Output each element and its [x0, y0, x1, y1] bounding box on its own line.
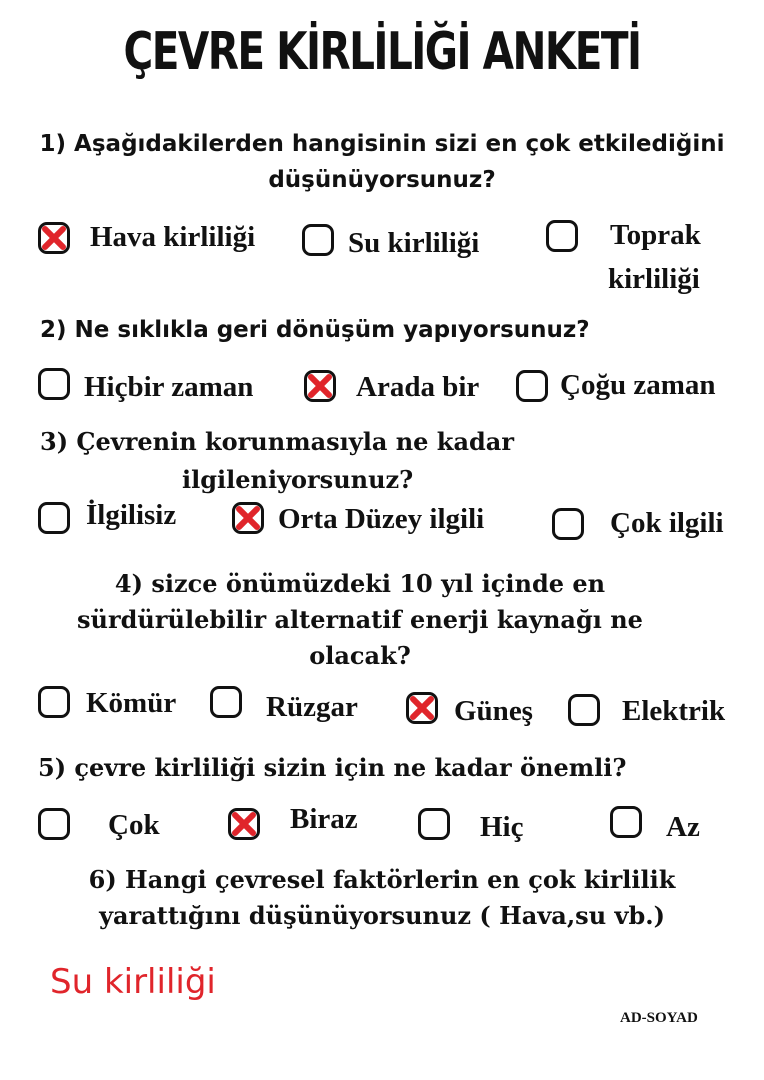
x-mark-icon	[406, 692, 438, 724]
q2-option-3-checkbox[interactable]	[516, 370, 548, 402]
q5-option-1-checkbox[interactable]	[38, 808, 70, 840]
question-6-line-2: yarattığını düşünüyorsunuz ( Hava,su vb.)	[99, 901, 665, 930]
q2-option-1-label: Hiçbir zaman	[84, 371, 254, 403]
q4-option-3-label: Güneş	[454, 695, 533, 727]
question-2-text: 2) Ne sıklıkla geri dönüşüm yapıyorsunuz?	[40, 317, 590, 343]
question-3-line-2: ilgileniyorsunuz?	[182, 465, 414, 494]
q4-option-4-checkbox[interactable]	[568, 694, 600, 726]
q4-option-2-label: Rüzgar	[266, 691, 358, 723]
page-title: ÇEVRE KİRLİLİĞİ ANKETİ	[123, 22, 641, 82]
question-3-line-1: 3) Çevrenin korunmasıyla ne kadar	[40, 427, 514, 456]
name-surname-label: AD-SOYAD	[620, 1010, 698, 1026]
q2-option-2-label: Arada bir	[356, 371, 480, 403]
question-4-line-2: sürdürülebilir alternatif enerji kaynağı ne	[77, 605, 643, 634]
q1-option-2-label: Su kirliliği	[348, 227, 480, 259]
q1-option-3-label-line-2: kirliliği	[608, 263, 700, 295]
q5-option-4-label: Az	[666, 811, 700, 843]
question-4-text	[0, 566, 720, 674]
q5-option-2-checkbox[interactable]	[228, 808, 260, 840]
q1-option-1-label: Hava kirliliği	[90, 221, 256, 253]
q3-option-1-label: İlgilisiz	[86, 499, 177, 531]
q3-option-2-label: Orta Düzey ilgili	[278, 503, 485, 535]
question-1-text	[0, 126, 764, 198]
q1-option-3-label-line-1: Toprak	[610, 219, 701, 251]
x-mark-icon	[232, 502, 264, 534]
q5-option-2-label: Biraz	[290, 803, 358, 835]
question-6-answer[interactable]: Su kirliliği	[50, 962, 216, 1002]
q5-option-1-label: Çok	[108, 809, 160, 841]
question-4-line-3: olacak?	[309, 641, 411, 670]
q4-option-1-label: Kömür	[86, 687, 177, 719]
question-6-text	[0, 862, 764, 934]
q3-option-1-checkbox[interactable]	[38, 502, 70, 534]
q1-option-2-checkbox[interactable]	[302, 224, 334, 256]
q1-option-1-checkbox[interactable]	[38, 222, 70, 254]
q1-option-3-checkbox[interactable]	[546, 220, 578, 252]
question-1-line-2: düşünüyorsunuz?	[268, 167, 496, 193]
q3-option-2-checkbox[interactable]	[232, 502, 264, 534]
q4-option-3-checkbox[interactable]	[406, 692, 438, 724]
q4-option-1-checkbox[interactable]	[38, 686, 70, 718]
x-mark-icon	[304, 370, 336, 402]
q2-option-2-checkbox[interactable]	[304, 370, 336, 402]
q3-option-3-checkbox[interactable]	[552, 508, 584, 540]
q4-option-2-checkbox[interactable]	[210, 686, 242, 718]
q5-option-3-checkbox[interactable]	[418, 808, 450, 840]
question-4-line-1: 4) sizce önümüzdeki 10 yıl içinde en	[114, 569, 606, 598]
question-5-text: 5) çevre kirliliği sizin için ne kadar önemli?	[38, 753, 627, 782]
q2-option-1-checkbox[interactable]	[38, 368, 70, 400]
q5-option-4-checkbox[interactable]	[610, 806, 642, 838]
question-1-line-1: 1) Aşağıdakilerden hangisinin sizi en çok etkilediğini	[39, 131, 725, 157]
x-mark-icon	[228, 808, 260, 840]
question-6-line-1: 6) Hangi çevresel faktörlerin en çok kirlilik	[88, 865, 676, 894]
q4-option-4-label: Elektrik	[622, 695, 726, 727]
q5-option-3-label: Hiç	[480, 811, 524, 843]
q3-option-3-label: Çok ilgili	[610, 507, 724, 539]
x-mark-icon	[38, 222, 70, 254]
q2-option-3-label: Çoğu zaman	[560, 369, 716, 401]
